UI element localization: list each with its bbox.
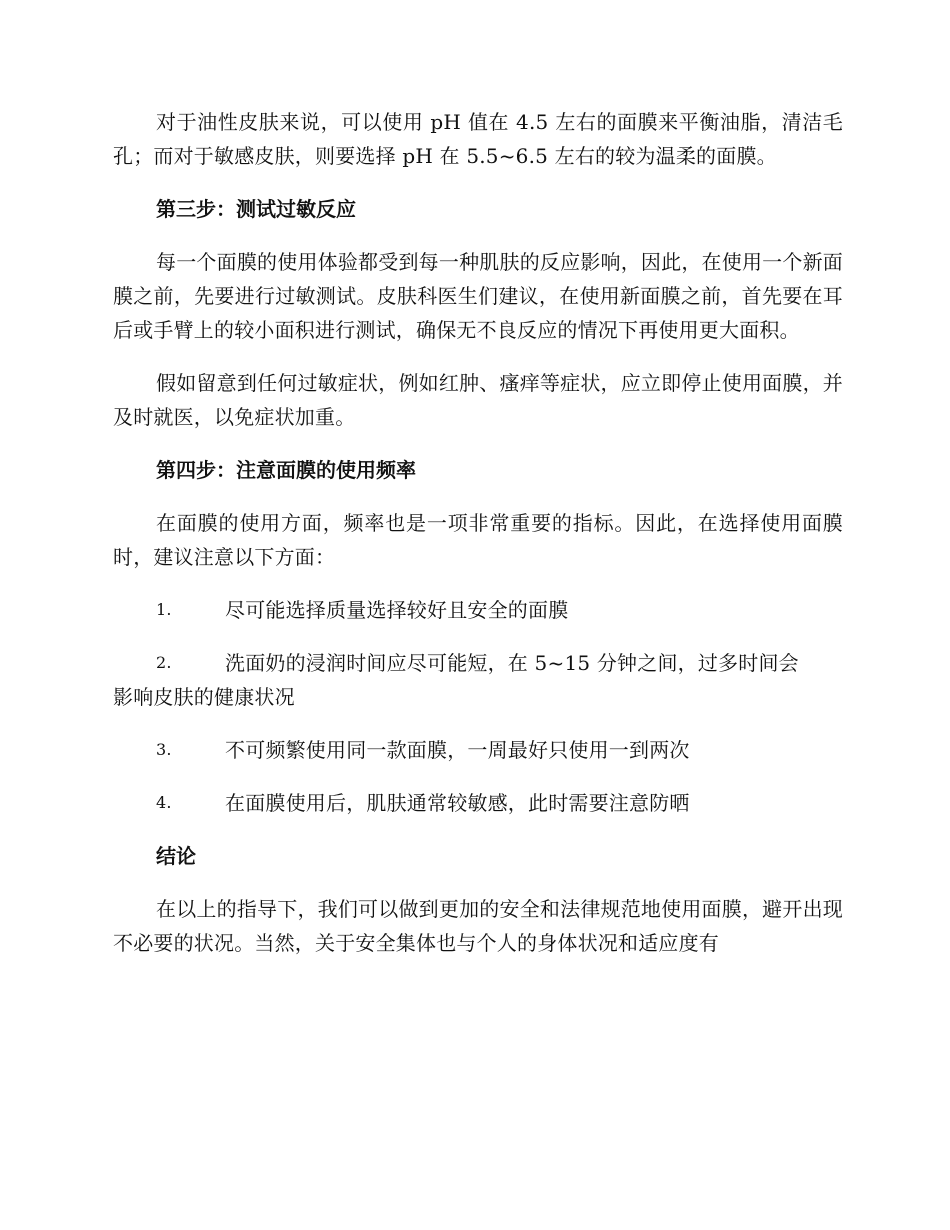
heading-step-three: 第三步：测试过敏反应 (156, 197, 356, 221)
list-item (113, 646, 843, 714)
list-number: 3. (156, 740, 172, 759)
paragraph-ph-advice: 对于油性皮肤来说，可以使用 pH 值在 4.5 左右的面膜来平衡油脂，清洁毛孔；而对于敏感皮肤，则要选择 pH 在 5.5~6.5 左右的较为温柔的面膜。 (113, 110, 843, 168)
list-text: 在面膜使用后，肌肤通常较敏感，此时需要注意防晒 (225, 791, 690, 815)
list-number: 2. (156, 653, 172, 672)
paragraph-conclusion: 在以上的指导下，我们可以做到更加的安全和法律规范地使用面膜，避开出现不必要的状况。当然，关于安全集体也与个人的身体状况和适应度有 (113, 897, 843, 955)
list-item (113, 786, 843, 820)
list-number: 4. (156, 793, 172, 812)
list-item (113, 593, 843, 627)
list-text: 洗面奶的浸润时间应尽可能短，在 5~15 分钟之间，过多时间会 (225, 651, 799, 675)
heading-conclusion: 结论 (156, 844, 196, 868)
paragraph-allergy-symptoms: 假如留意到任何过敏症状，例如红肿、瘙痒等症状，应立即停止使用面膜，并及时就医，以免症状加重。 (113, 371, 843, 429)
list-text-continued: 影响皮肤的健康状况 (113, 685, 295, 709)
list-number: 1. (156, 600, 172, 619)
document-page (113, 105, 843, 960)
list-text: 不可频繁使用同一款面膜，一周最好只使用一到两次 (225, 738, 690, 762)
paragraph-frequency: 在面膜的使用方面，频率也是一项非常重要的指标。因此，在选择使用面膜时，建议注意以下方面： (113, 511, 843, 569)
heading-step-four: 第四步：注意面膜的使用频率 (156, 458, 416, 482)
list-item (113, 733, 843, 767)
paragraph-allergy-test: 每一个面膜的使用体验都受到每一种肌肤的反应影响，因此，在使用一个新面膜之前，先要进行过敏测试。皮肤科医生们建议，在使用新面膜之前，首先要在耳后或手臂上的较小面积进行测试，确保无不良反应的情况下再使用更大面积。 (113, 250, 843, 342)
list-text: 尽可能选择质量选择较好且安全的面膜 (225, 598, 569, 622)
